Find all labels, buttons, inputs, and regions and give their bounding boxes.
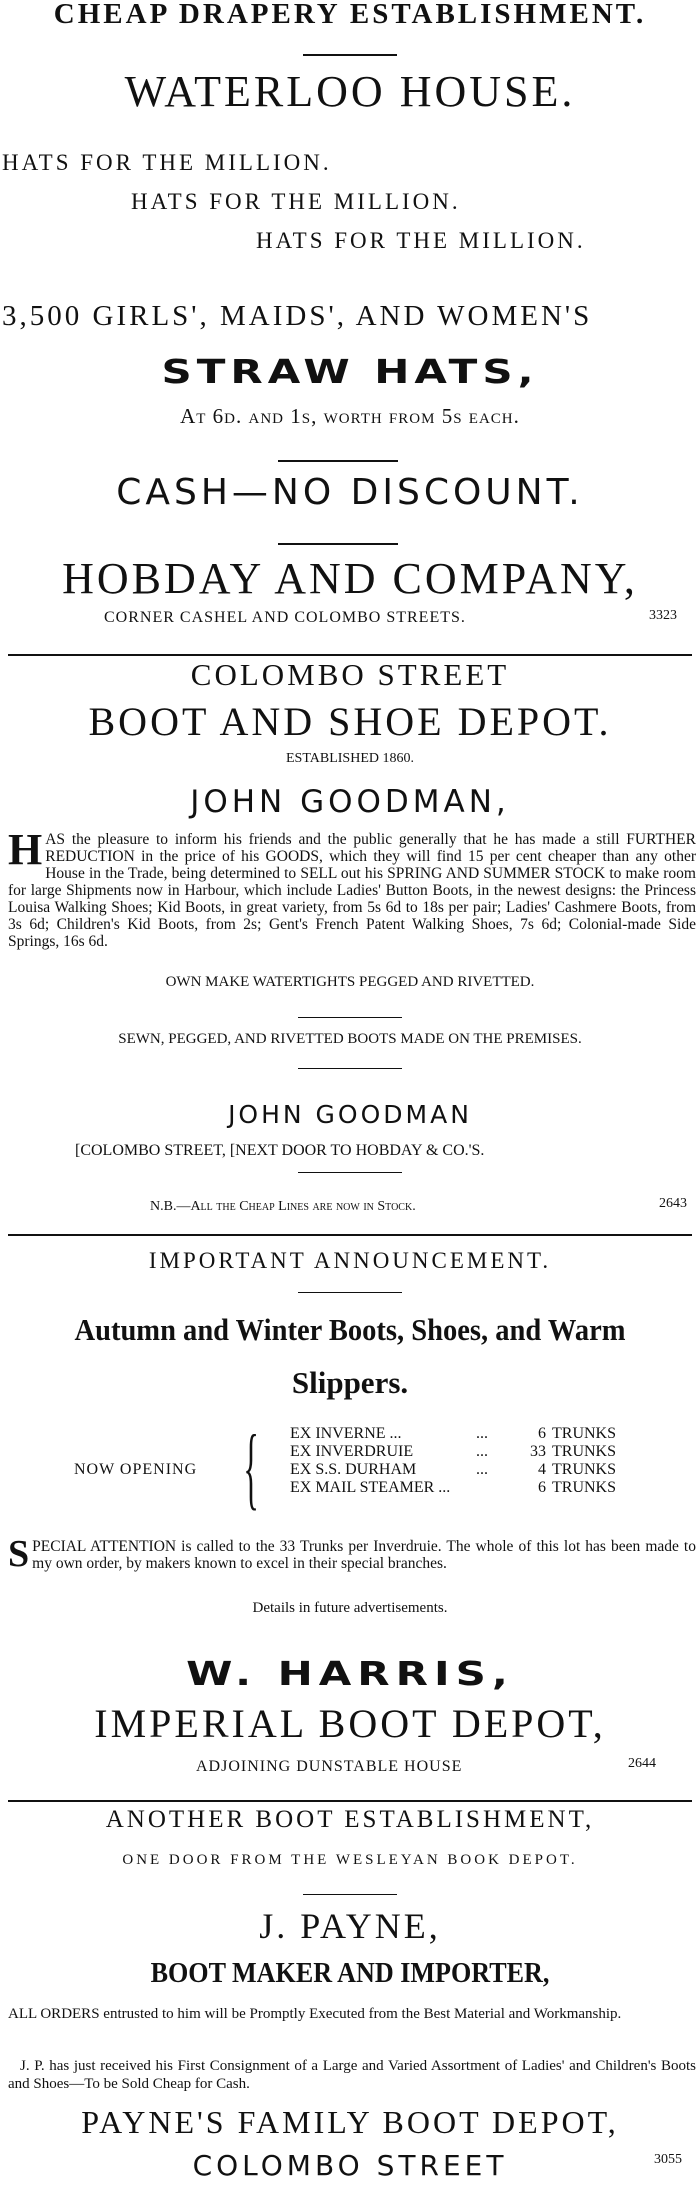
ad-separator xyxy=(8,654,692,656)
divider xyxy=(278,543,398,545)
ad-title-line-2: Slippers. xyxy=(291,1365,409,1400)
sewn-line: SEWN, PEGGED, AND RIVETTED BOOTS MADE ON THE PREMISES. xyxy=(118,1031,582,1047)
special-attention-paragraph xyxy=(8,1533,696,1575)
dots: ... xyxy=(476,1461,488,1478)
ship-name: EX MAIL STEAMER ... xyxy=(290,1479,451,1496)
divider xyxy=(278,460,398,462)
merchant-name: JOHN GOODMAN, xyxy=(190,784,510,820)
consignment-paragraph: J. P. has just received his First Consignment of a Large and Varied Assortment of Ladies' and Children's Boots and Shoes—To be Sold Cheap for Cash. xyxy=(8,2058,696,2092)
merchant-name-repeat: JOHN GOODMAN xyxy=(228,1100,472,1129)
straw-hats-heading: STRAW HATS, xyxy=(161,352,539,391)
goodman-body xyxy=(8,825,696,950)
divider xyxy=(298,1068,402,1069)
established-line: ESTABLISHED 1860. xyxy=(286,751,414,766)
trunk-unit: TRUNKS xyxy=(552,1443,617,1460)
goodman-address: [COLOMBO STREET, [NEXT DOOR TO HOBDAY & CO.'S. xyxy=(75,1142,485,1159)
ad-header: IMPORTANT ANNOUNCEMENT. xyxy=(148,1248,552,1273)
trunk-count: 6 xyxy=(538,1425,546,1442)
trunk-unit: TRUNKS xyxy=(552,1461,617,1478)
trunk-unit: TRUNKS xyxy=(552,1425,617,1442)
nb-line: N.B.—All the Cheap Lines are now in Stock. xyxy=(150,1199,416,1214)
hats-line-3: HATS FOR THE MILLION. xyxy=(256,228,586,253)
divider xyxy=(298,1292,402,1293)
hats-line-1: HATS FOR THE MILLION. xyxy=(2,150,332,175)
ad-title: BOOT AND SHOE DEPOT. xyxy=(88,699,612,744)
depot-location: ADJOINING DUNSTABLE HOUSE xyxy=(196,1758,463,1775)
ship-name: EX S.S. DURHAM xyxy=(290,1461,417,1478)
trunk-count: 6 xyxy=(538,1479,546,1496)
ad-header: ANOTHER BOOT ESTABLISHMENT, xyxy=(105,1806,595,1833)
trunk-count: 4 xyxy=(538,1461,546,1478)
watertights-line: OWN MAKE WATERTIGHTS PEGGED AND RIVETTED. xyxy=(165,974,535,990)
merchant-name: W. HARRIS, xyxy=(186,1654,514,1693)
drop-cap: S xyxy=(8,1533,30,1575)
ship-name: EX INVERDRUIE xyxy=(290,1443,414,1460)
body-text: AS the pleasure to inform his friends and the public generally that he has made a still FURTHER REDUCTION in the price of his GOODS, which they will find 15 per cent cheaper than any other House in the Trade, being determined to SELL out his SPRING AND SUMMER STOCK to make room for large Shipments now in Harbour, which include Ladies' Button Boots, in the newest designs: the Princess Louisa Walking Shoes; Kid Boots, in great variety, from 5s 6d to 18s per pair; Ladies' Cashmere Boots, from 3s 6d; Children's Kid Boots, from 2s; Gent's French Patent Walking Shoes, 7s 6d; Colonial-made Side Springs, 16s 6d. xyxy=(8,831,696,950)
ad-separator xyxy=(8,1800,692,1802)
ship-name: EX INVERNE ... xyxy=(290,1425,402,1442)
ad-header: CHEAP DRAPERY ESTABLISHMENT. xyxy=(53,0,647,30)
merchant-name: J. PAYNE, xyxy=(259,1906,441,1946)
ad-reference-number: 2643 xyxy=(659,1196,687,1211)
store-name: WATERLOO HOUSE. xyxy=(124,67,576,116)
orders-paragraph: ALL ORDERS entrusted to him will be Promptly Executed from the Best Material and Workmanship. xyxy=(8,2006,622,2022)
depot-street: COLOMBO STREET xyxy=(192,2149,508,2182)
trunk-row xyxy=(290,1461,617,1479)
ad-reference-number: 2644 xyxy=(628,1756,656,1771)
ad-reference-number: 3055 xyxy=(654,2152,682,2167)
brace-glyph: { xyxy=(243,1416,259,1518)
divider xyxy=(303,54,397,56)
trunk-unit: TRUNKS xyxy=(552,1479,617,1496)
dots: ... xyxy=(476,1443,488,1460)
depot-name: PAYNE'S FAMILY BOOT DEPOT, xyxy=(81,2104,619,2140)
trunk-row xyxy=(290,1479,617,1497)
now-opening-label: NOW OPENING xyxy=(74,1461,198,1478)
depot-name: IMPERIAL BOOT DEPOT, xyxy=(94,1701,606,1746)
merchant-title: BOOT MAKER AND IMPORTER, xyxy=(150,1957,550,1989)
trunk-row xyxy=(290,1443,617,1461)
trunk-count: 33 xyxy=(530,1443,546,1460)
ad-reference-number: 3323 xyxy=(649,608,677,623)
drop-cap: H xyxy=(8,825,43,874)
dots: ... xyxy=(476,1425,488,1442)
ad-separator xyxy=(8,1234,692,1236)
ad-title-line-1: Autumn and Winter Boots, Shoes, and Warm xyxy=(74,1312,626,1347)
hats-line-2: HATS FOR THE MILLION. xyxy=(131,189,461,214)
details-line: Details in future advertisements. xyxy=(252,1600,448,1616)
cash-line: CASH—NO DISCOUNT. xyxy=(116,472,584,513)
price-line: At 6d. and 1s, worth from 5s each. xyxy=(180,404,520,428)
ad-subheader: ONE DOOR FROM THE WESLEYAN BOOK DEPOT. xyxy=(122,1852,578,1868)
body-text: PECIAL ATTENTION is called to the 33 Trunks per Inverdruie. The whole of this lot has been made to my own order, by makers known to excel in their special branches. xyxy=(32,1538,696,1572)
ad-header: COLOMBO STREET xyxy=(190,657,510,692)
company-address: CORNER CASHEL AND COLOMBO STREETS. xyxy=(104,609,466,626)
divider xyxy=(298,1017,402,1018)
divider xyxy=(303,1894,397,1895)
company-name: HOBDAY AND COMPANY, xyxy=(62,554,638,603)
girls-line: 3,500 GIRLS', MAIDS', AND WOMEN'S xyxy=(2,300,593,332)
trunk-row xyxy=(290,1425,617,1443)
divider xyxy=(298,1172,402,1173)
